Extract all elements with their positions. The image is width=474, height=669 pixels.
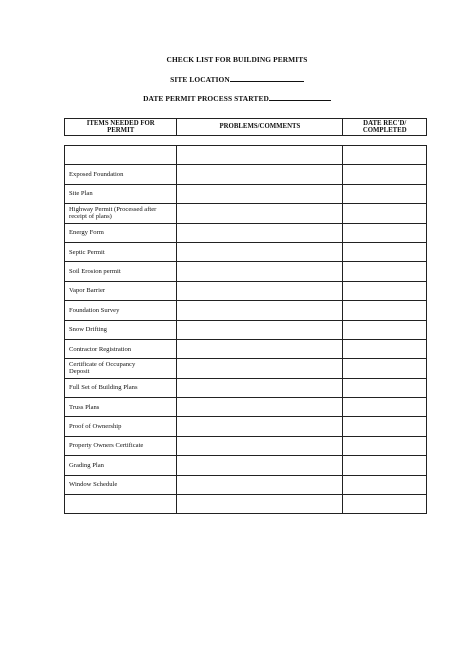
date-cell[interactable] [343,243,426,261]
site-location-blank[interactable] [230,74,304,82]
item-label-line1: Property Owners Certificate [69,442,144,450]
date-cell[interactable] [343,301,426,319]
table-row [65,437,426,456]
column-header-date-line2: COMPLETED [362,127,407,134]
item-label-line1: Septic Permit [69,248,105,256]
date-started-line [0,93,474,103]
item-cell [65,146,177,164]
item-cell [65,282,177,300]
item-cell [65,185,177,203]
item-cell [65,204,177,222]
table-row [65,398,426,417]
item-label-line1: Site Plan [69,190,93,198]
table-row [65,165,426,184]
checklist-table [64,145,427,514]
column-header-comments [177,119,343,135]
table-row [65,495,426,514]
column-header-items [65,119,177,135]
table-row [65,262,426,281]
item-cell [65,456,177,474]
item-cell [65,398,177,416]
comments-cell[interactable] [177,282,343,300]
item-label-line1: Full Set of Building Plans [69,384,138,392]
comments-cell[interactable] [177,476,343,494]
comments-cell[interactable] [177,437,343,455]
comments-cell[interactable] [177,495,343,513]
item-cell [65,417,177,435]
table-row [65,146,426,165]
comments-cell[interactable] [177,243,343,261]
comments-cell[interactable] [177,224,343,242]
column-header-date-line1: DATE REC'D/ [363,119,407,127]
item-label-line1: Energy Form [69,229,104,237]
item-label-line1: Grading Plan [69,461,104,469]
item-label-line2: Deposit [69,368,90,376]
date-cell[interactable] [343,417,426,435]
column-header-comments-text: PROBLEMS/COMMENTS [219,123,301,131]
item-label-line1: Truss Plans [69,403,100,411]
date-cell[interactable] [343,321,426,339]
comments-cell[interactable] [177,456,343,474]
item-cell [65,301,177,319]
date-cell[interactable] [343,282,426,300]
date-cell[interactable] [343,456,426,474]
comments-cell[interactable] [177,204,343,222]
item-label-line1: Contractor Registration [69,345,132,353]
item-label-line1: Window Schedule [69,481,118,489]
table-row [65,417,426,436]
item-label-line2: receipt of plans) [69,213,112,221]
comments-cell[interactable] [177,185,343,203]
item-label-line1: Snow Drifting [69,326,107,334]
comments-cell[interactable] [177,379,343,397]
comments-cell[interactable] [177,301,343,319]
item-cell [65,379,177,397]
date-cell[interactable] [343,262,426,280]
item-label-line1: Certificate of Occupancy [69,361,136,369]
date-started-label: DATE PERMIT PROCESS STARTED [143,94,269,103]
date-cell[interactable] [343,359,426,377]
table-row [65,282,426,301]
date-cell[interactable] [343,224,426,242]
date-started-blank[interactable] [269,93,331,101]
table-row [65,185,426,204]
item-cell [65,495,177,513]
item-label-line1: Vapor Barrier [69,287,106,295]
site-location-line [0,74,474,84]
comments-cell[interactable] [177,340,343,358]
item-cell [65,262,177,280]
date-cell[interactable] [343,185,426,203]
date-cell[interactable] [343,165,426,183]
comments-cell[interactable] [177,146,343,164]
table-row [65,301,426,320]
column-header-items-line1: ITEMS NEEDED FOR [86,119,155,127]
date-cell[interactable] [343,398,426,416]
item-label-line1: Highway Permit (Processed after [69,206,157,214]
date-cell[interactable] [343,476,426,494]
item-cell [65,340,177,358]
table-row [65,456,426,475]
item-label-line1: Exposed Foundation [69,170,124,178]
table-header [64,118,427,136]
item-cell [65,243,177,261]
column-header-items-line2: PERMIT [107,127,135,134]
page-title-text: CHECK LIST FOR BUILDING PERMITS [166,55,308,64]
date-cell[interactable] [343,340,426,358]
table-row [65,379,426,398]
item-label-line1: Foundation Survey [69,306,120,314]
comments-cell[interactable] [177,262,343,280]
table-row [65,243,426,262]
comments-cell[interactable] [177,398,343,416]
comments-cell[interactable] [177,417,343,435]
date-cell[interactable] [343,437,426,455]
item-cell [65,224,177,242]
date-cell[interactable] [343,495,426,513]
table-row [65,224,426,243]
table-row [65,204,426,223]
table-row [65,340,426,359]
date-cell[interactable] [343,204,426,222]
site-location-label: SITE LOCATION [170,75,230,84]
table-row [65,321,426,340]
comments-cell[interactable] [177,359,343,377]
item-cell [65,165,177,183]
date-cell[interactable] [343,146,426,164]
date-cell[interactable] [343,379,426,397]
comments-cell[interactable] [177,321,343,339]
table-row [65,359,426,378]
item-cell [65,359,177,377]
item-cell [65,321,177,339]
page-title [0,55,474,64]
item-cell [65,476,177,494]
comments-cell[interactable] [177,165,343,183]
column-header-date [343,119,426,135]
table-row [65,476,426,495]
item-cell [65,437,177,455]
item-label-line1: Proof of Ownership [69,423,122,431]
item-label-line1: Soil Erosion permit [69,267,121,275]
